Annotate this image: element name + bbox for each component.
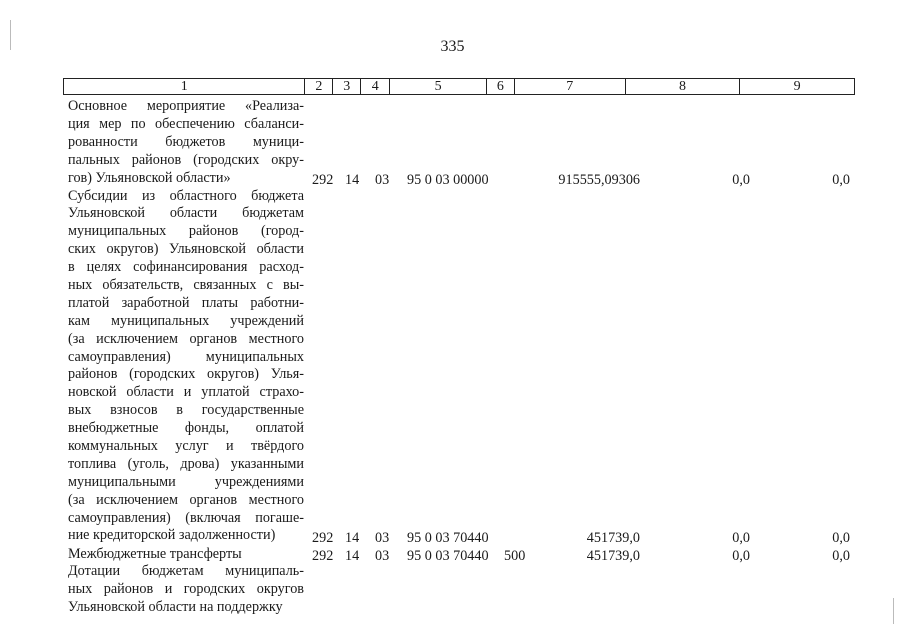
scan-mark bbox=[10, 20, 11, 50]
table-row bbox=[0, 529, 905, 547]
description-line: платой заработной платы работни- bbox=[68, 294, 304, 311]
cell-col-4: 03 bbox=[375, 171, 390, 188]
table-row bbox=[0, 171, 905, 189]
cell-col-9: 0,0 bbox=[832, 547, 850, 564]
header-col-5: 5 bbox=[389, 79, 486, 94]
cell-col-5: 95 0 03 00000 bbox=[407, 171, 489, 188]
cell-col-6: 500 bbox=[504, 547, 526, 564]
description-line: Ульяновской области бюджетам bbox=[68, 205, 304, 222]
description-line: самоуправления) (включая погаше- bbox=[68, 509, 304, 526]
cell-col-4: 03 bbox=[375, 529, 390, 546]
cell-col-4: 03 bbox=[375, 547, 390, 564]
header-col-1: 1 bbox=[180, 79, 188, 94]
header-col-6: 6 bbox=[486, 79, 514, 94]
description-line: ция мер по обеспечению сбаланси- bbox=[68, 115, 304, 132]
table-header bbox=[63, 78, 855, 95]
header-col-4: 4 bbox=[360, 79, 389, 94]
description-line: ных районов и городских округов bbox=[68, 581, 304, 598]
cell-col-2: 292 bbox=[312, 171, 334, 188]
description-line: Межбюджетные трансферты bbox=[68, 545, 242, 562]
cell-col-8: 0,0 bbox=[732, 547, 750, 564]
cell-col-9: 0,0 bbox=[832, 171, 850, 188]
page-number: 335 bbox=[440, 38, 465, 55]
description-line: муниципальными учреждениями bbox=[68, 473, 304, 490]
cell-col-2: 292 bbox=[312, 547, 334, 564]
cell-col-2: 292 bbox=[312, 529, 334, 546]
header-col-8: 8 bbox=[625, 79, 740, 94]
cell-col-9: 0,0 bbox=[832, 529, 850, 546]
cell-col-7: 915555,09306 bbox=[558, 171, 640, 188]
header-col-3: 3 bbox=[332, 79, 360, 94]
row-description bbox=[68, 188, 304, 546]
description-line: Ульяновской области на поддержку bbox=[68, 599, 283, 616]
table-row bbox=[0, 600, 905, 618]
cell-col-7: 451739,0 bbox=[586, 529, 640, 546]
header-col-2: 2 bbox=[304, 79, 332, 94]
description-line: Основное мероприятие «Реализа- bbox=[68, 98, 304, 114]
table-row bbox=[0, 547, 905, 565]
description-line: гов) Ульяновской области» bbox=[68, 169, 231, 186]
description-line: в целях софинансирования расход- bbox=[68, 259, 304, 276]
description-line: пальных районов (городских окру- bbox=[68, 151, 304, 168]
description-line: ных обязательств, связанных с вы- bbox=[68, 276, 304, 293]
description-line: муниципальных районов (город- bbox=[68, 223, 304, 240]
cell-col-3: 14 bbox=[345, 171, 360, 188]
header-col-9: 9 bbox=[739, 79, 854, 94]
cell-col-8: 0,0 bbox=[732, 171, 750, 188]
description-line: топлива (уголь, дрова) указанными bbox=[68, 455, 304, 472]
description-line: (за исключением органов местного bbox=[68, 491, 304, 508]
description-line: Субсидии из областного бюджета bbox=[68, 187, 304, 204]
cell-col-8: 0,0 bbox=[732, 529, 750, 546]
description-line: коммунальных услуг и твёрдого bbox=[68, 437, 304, 454]
description-line: районов (городских округов) Улья- bbox=[68, 366, 304, 383]
scan-mark bbox=[893, 598, 894, 624]
description-line: кам муниципальных учреждений bbox=[68, 312, 304, 329]
description-line: ских округов) Ульяновской области bbox=[68, 241, 304, 258]
cell-col-3: 14 bbox=[345, 547, 360, 564]
header-col-7: 7 bbox=[514, 79, 625, 94]
description-line: ние кредиторской задолженности) bbox=[68, 527, 276, 544]
cell-col-5: 95 0 03 70440 bbox=[407, 547, 489, 564]
cell-col-3: 14 bbox=[345, 529, 360, 546]
description-line: вых взносов в государственные bbox=[68, 402, 304, 419]
description-line: Дотации бюджетам муниципаль- bbox=[68, 563, 304, 580]
description-line: рованности бюджетов муници- bbox=[68, 133, 304, 150]
description-line: самоуправления) муниципальных bbox=[68, 348, 304, 365]
description-line: новской области и уплатой страхо- bbox=[68, 384, 304, 401]
cell-col-7: 451739,0 bbox=[586, 547, 640, 564]
description-line: внебюджетные фонды, оплатой bbox=[68, 420, 304, 437]
description-line: (за исключением органов местного bbox=[68, 330, 304, 347]
cell-col-5: 95 0 03 70440 bbox=[407, 529, 489, 546]
